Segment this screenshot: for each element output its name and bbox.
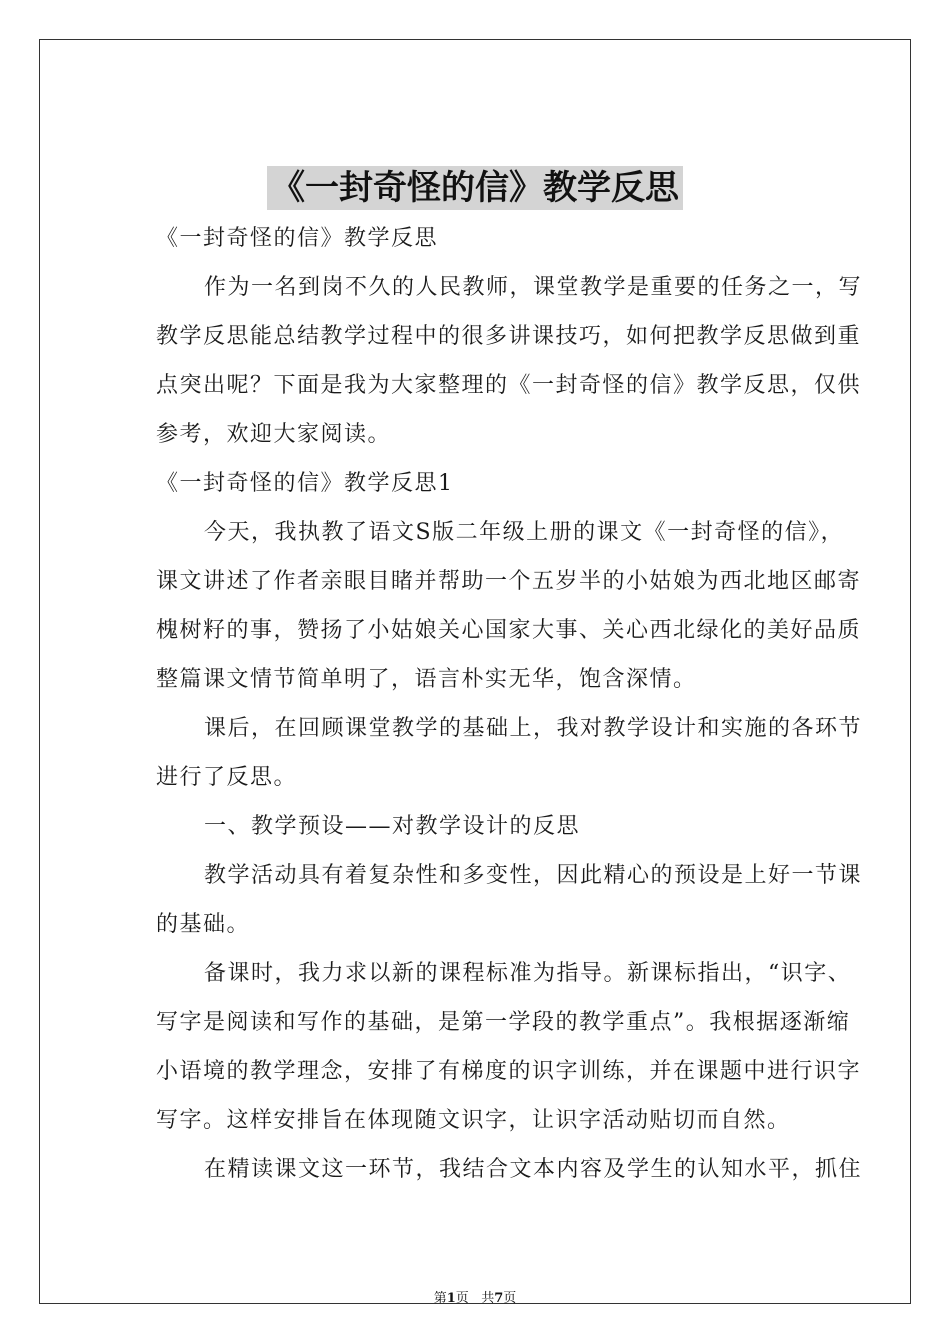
text-line: 点突出呢？下面是我为大家整理的《一封奇怪的信》教学反思，仅供 [156, 373, 862, 398]
text-line: 《一封奇怪的信》教学反思 [156, 226, 439, 251]
text-line: 作为一名到岗不久的人民教师，课堂教学是重要的任务之一，写 [204, 275, 863, 300]
document-body [156, 214, 876, 1194]
total-pages: 7 [494, 1291, 504, 1306]
text-line: 参考，欢迎大家阅读。 [156, 422, 392, 447]
text-line: 的基础。 [156, 912, 251, 937]
page-label-suffix: 页 [455, 1291, 469, 1306]
text-line: 在精读课文这一环节，我结合文本内容及学生的认知水平，抓住 [204, 1157, 863, 1182]
document-title: 《一封奇怪的信》教学反思 [267, 166, 683, 210]
text-line: 教学活动具有着复杂性和多变性，因此精心的预设是上好一节课 [204, 863, 863, 888]
page-label-prefix: 第 [433, 1291, 447, 1306]
text-line: 小语境的教学理念，安排了有梯度的识字训练，并在课题中进行识字 [156, 1059, 862, 1084]
total-label-suffix: 页 [503, 1291, 517, 1306]
text-line: 写字是阅读和写作的基础，是第一学段的教学重点”。我根据逐渐缩 [156, 1010, 851, 1035]
title-wrapper [40, 166, 910, 210]
text-line: 《一封奇怪的信》教学反思1 [156, 471, 454, 496]
text-line: 课后，在回顾课堂教学的基础上，我对教学设计和实施的各环节 [204, 716, 863, 741]
text-line: 进行了反思。 [156, 765, 298, 790]
text-line: 整篇课文情节简单明了，语言朴实无华，饱含深情。 [156, 667, 697, 692]
page-footer [40, 1287, 910, 1306]
text-line: 一、教学预设——对教学设计的反思 [204, 814, 581, 839]
total-label-prefix: 共 [481, 1291, 495, 1306]
document-page [39, 39, 911, 1304]
text-line: 教学反思能总结教学过程中的很多讲课技巧，如何把教学反思做到重 [156, 324, 862, 349]
text-line: 槐树籽的事，赞扬了小姑娘关心国家大事、关心西北绿化的美好品质 [156, 618, 862, 643]
page-number: 1 [446, 1291, 456, 1306]
text-line: 课文讲述了作者亲眼目睹并帮助一个五岁半的小姑娘为西北地区邮寄 [156, 569, 862, 594]
text-line: 备课时，我力求以新的课程标准为指导。新课标指出，“识字、 [204, 961, 852, 986]
text-line: 今天，我执教了语文S版二年级上册的课文《一封奇怪的信》， [204, 520, 845, 545]
text-line: 写字。这样安排旨在体现随文识字，让识字活动贴切而自然。 [156, 1108, 791, 1133]
